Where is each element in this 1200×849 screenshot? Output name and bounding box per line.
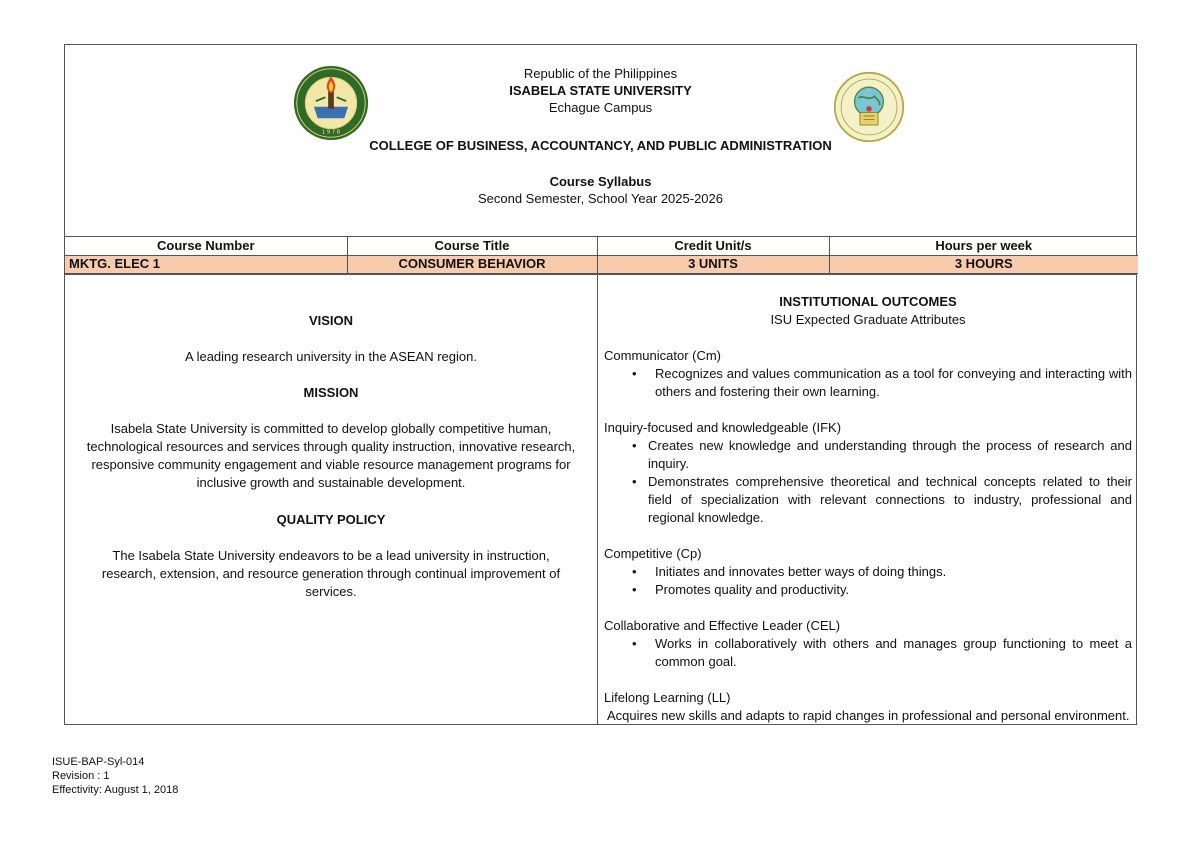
outcome-title-cel: Collaborative and Effective Leader (CEL) — [604, 617, 841, 633]
semester-line: Second Semester, School Year 2025-2026 — [477, 191, 723, 206]
outcome-list-cp — [604, 563, 1132, 599]
course-info-header-row — [65, 237, 1138, 255]
list-item: • Initiates and innovates better ways of doing things. — [632, 563, 947, 579]
outcomes-subheading: ISU Expected Graduate Attributes — [770, 311, 966, 327]
syllabus-document — [64, 44, 1137, 725]
column-divider — [597, 275, 598, 724]
list-item: • Works in collaboratively with others and manages group functioning to meet a common goal. — [632, 635, 1132, 669]
quality-policy-heading: QUALITY POLICY — [276, 511, 386, 527]
course-number-value: MKTG. ELEC 1 — [65, 255, 347, 273]
credit-units-value: 3 UNITS — [597, 255, 829, 273]
outcome-title-cm: Communicator (Cm) — [604, 347, 722, 363]
list-item: • Creates new knowledge and understanding through the process of research and inquiry. — [632, 437, 1132, 471]
course-title-value: CONSUMER BEHAVIOR — [347, 255, 597, 273]
svg-text:1 9 7 8: 1 9 7 8 — [321, 129, 341, 136]
outcomes-heading: INSTITUTIONAL OUTCOMES — [779, 293, 957, 309]
statements-section — [65, 274, 1136, 724]
campus-name: Echague Campus — [548, 100, 653, 115]
outcome-title-ll: Lifelong Learning (LL) — [604, 689, 731, 705]
document-code: ISUE-BAP-Syl-014 — [52, 756, 145, 768]
effectivity-date: Effectivity: August 1, 2018 — [52, 784, 179, 796]
college-name: COLLEGE OF BUSINESS, ACCOUNTANCY, AND PUBLIC ADMINISTRATION — [369, 138, 832, 153]
outcome-list-cel — [604, 635, 1132, 671]
republic-line: Republic of the Philippines — [523, 66, 678, 81]
university-name: ISABELA STATE UNIVERSITY — [509, 83, 692, 98]
list-item: • Recognizes and values communication as a tool for conveying and interacting with others and fostering their own learning. — [632, 365, 1132, 399]
list-item: • Demonstrates comprehensive theoretical and technical concepts related to their field of specialization with relevant connections to industry, professional and regional knowledge. — [632, 473, 1132, 525]
vision-heading: VISION — [308, 312, 354, 328]
hours-per-week-header: Hours per week — [829, 237, 1138, 255]
credit-units-header: Credit Unit/s — [597, 237, 829, 255]
list-item: • Promotes quality and productivity. — [632, 581, 850, 597]
vision-text: A leading research university in the ASEAN region. — [185, 348, 477, 364]
revision-number: Revision : 1 — [52, 770, 110, 782]
college-logo-icon — [833, 71, 905, 143]
outcome-title-ifk: Inquiry-focused and knowledgeable (IFK) — [604, 419, 842, 435]
outcome-list-cm — [604, 365, 1132, 401]
outcome-title-cp: Competitive (Cp) — [604, 545, 702, 561]
quality-policy-text: The Isabela State University endeavors to be a lead university in instruction, research, extension, and resource generation through continual improvement of services. — [101, 547, 561, 599]
mission-text: Isabela State University is committed to develop globally competitive human, technological resources and services through quality instruction, innovative research, responsive community engagement and viable resource management programs for inclusive growth and sustainable development. — [86, 420, 576, 490]
course-number-header: Course Number — [65, 237, 347, 255]
hours-per-week-value: 3 HOURS — [829, 255, 1138, 273]
course-info-table — [65, 237, 1138, 274]
mission-heading: MISSION — [303, 384, 359, 400]
outcome-text-ll: Acquires new skills and adapts to rapid changes in professional and personal environment. — [607, 707, 1130, 723]
document-footer — [52, 755, 178, 797]
document-header — [65, 45, 1136, 237]
document-type: Course Syllabus — [549, 174, 652, 189]
course-info-value-row — [65, 255, 1138, 273]
course-title-header: Course Title — [347, 237, 597, 255]
outcome-list-ifk — [604, 437, 1132, 527]
